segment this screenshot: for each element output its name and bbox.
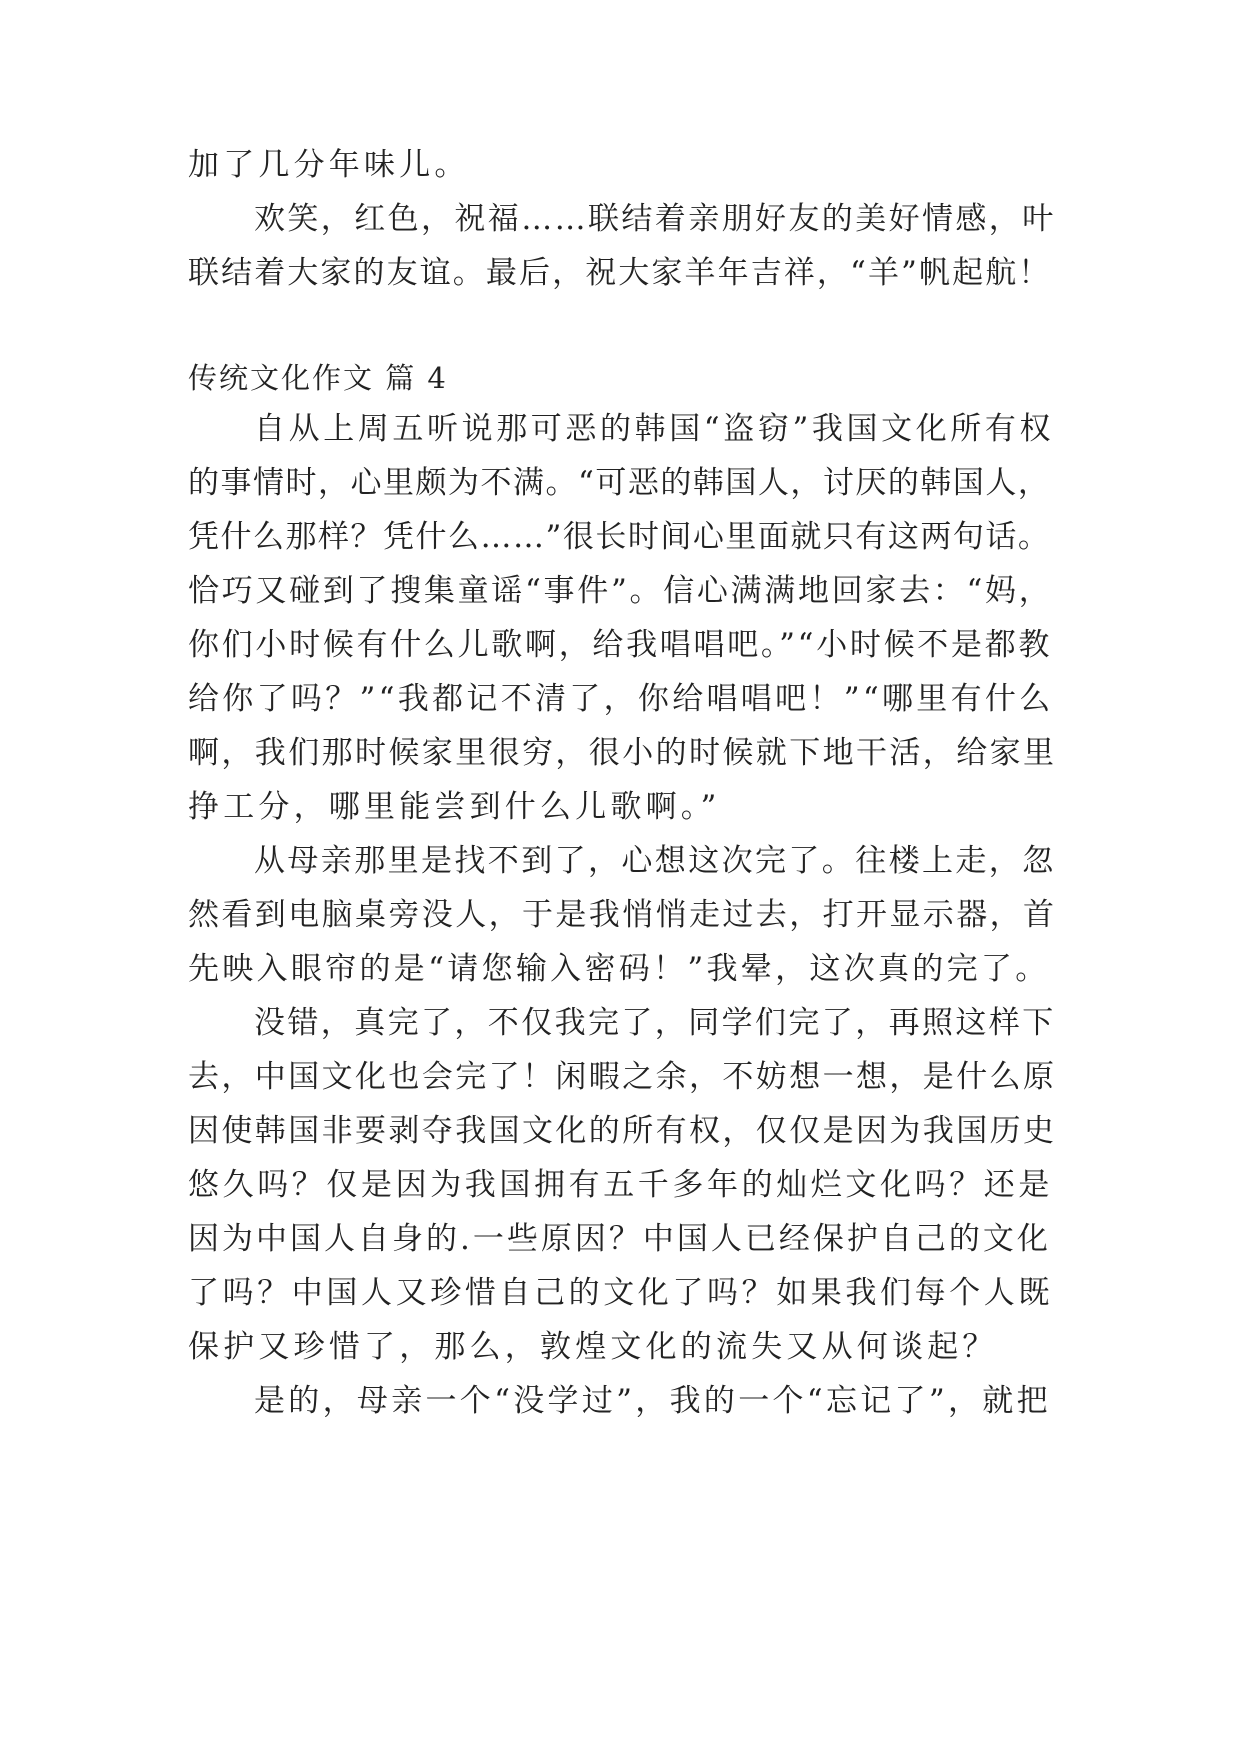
text-line: 保护又珍惜了，那么，敦煌文化的流失又从何谈起？ — [188, 1329, 998, 1365]
document-page — [188, 0, 1056, 1754]
paragraph-start-line: 没错，真完了，不仅我完了，同学们完了，再照这样下 — [254, 1005, 1056, 1041]
text-line: 恰巧又碰到了搜集童谣“事件”。信心满满地回家去：“妈， — [188, 573, 1053, 609]
text-line: 加了几分年味儿。 — [188, 147, 470, 183]
text-line: 挣工分，哪里能尝到什么儿歌啊。” — [188, 789, 721, 825]
text-line: 给你了吗？”“我都记不清了，你给唱唱吧！”“哪里有什么 — [188, 681, 1054, 717]
text-line: 凭什么那样？凭什么……”很长时间心里面就只有这两句话。 — [188, 519, 1051, 555]
text-line: 啊，我们那时候家里很穷，很小的时候就下地干活，给家里 — [188, 735, 1057, 771]
text-line: 然看到电脑桌旁没人，于是我悄悄走过去，打开显示器，首 — [188, 897, 1057, 933]
text-line: 了吗？中国人又珍惜自己的文化了吗？如果我们每个人既 — [188, 1275, 1053, 1311]
paragraph-start-line: 从母亲那里是找不到了，心想这次完了。往楼上走，忽 — [254, 843, 1056, 879]
paragraph-start-line: 自从上周五听说那可恶的韩国“盗窃”我国文化所有权 — [254, 411, 1055, 447]
text-line: 联结着大家的友谊。最后，祝大家羊年吉祥，“羊”帆起航！ — [188, 255, 1052, 291]
text-line: 因使韩国非要剥夺我国文化的所有权，仅仅是因为我国历史 — [188, 1113, 1057, 1149]
text-line: 的事情时，心里颇为不满。“可恶的韩国人，讨厌的韩国人， — [188, 465, 1051, 501]
text-line: 因为中国人自身的.一些原因？中国人已经保护自己的文化 — [188, 1221, 1051, 1257]
paragraph-start-line: 欢笑，红色，祝福……联结着亲朋好友的美好情感，叶 — [254, 201, 1056, 237]
text-line: 你们小时候有什么儿歌啊，给我唱唱吧。”“小时候不是都教 — [188, 627, 1053, 663]
section-heading: 传统文化作文 篇 4 — [188, 361, 448, 395]
paragraph-start-line: 是的，母亲一个“没学过”，我的一个“忘记了”，就把 — [254, 1383, 1051, 1419]
text-line: 悠久吗？仅是因为我国拥有五千多年的灿烂文化吗？还是 — [188, 1167, 1053, 1203]
text-line: 先映入眼帘的是“请您输入密码！”我晕，这次真的完了。 — [188, 951, 1050, 987]
text-line: 去，中国文化也会完了！闲暇之余，不妨想一想，是什么原 — [188, 1059, 1057, 1095]
